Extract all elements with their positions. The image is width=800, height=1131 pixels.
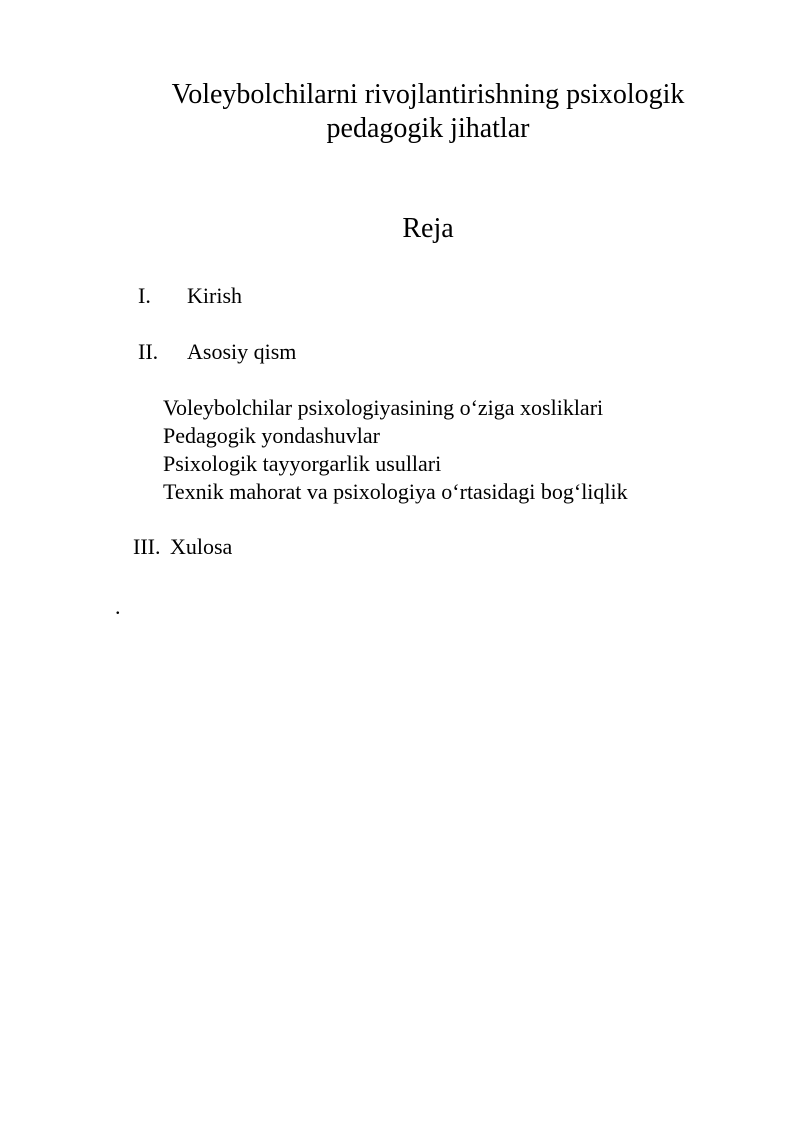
section-label-introduction: Kirish	[187, 283, 242, 308]
subitem-psychological-training: Psixologik tayyorgarlik usullari	[163, 451, 442, 476]
document-title-line-1: Voleybolchilarni rivojlantirishning psixologik	[171, 79, 685, 110]
section-numeral-2: II.	[138, 339, 159, 364]
section-label-conclusion: Xulosa	[170, 534, 233, 559]
document-title-line-2: pedagogik jihatlar	[326, 113, 530, 144]
stray-dot: .	[115, 594, 121, 619]
section-numeral-1: I.	[138, 283, 151, 308]
subitem-pedagogical-approaches: Pedagogik yondashuvlar	[163, 423, 380, 448]
section-label-main-part: Asosiy qism	[187, 339, 297, 364]
subitem-technique-psychology-link: Texnik mahorat va psixologiya o‘rtasidagi bog‘liqlik	[163, 479, 628, 504]
plan-heading: Reja	[402, 213, 454, 244]
subitem-volleyball-psychology: Voleybolchilar psixologiyasining o‘ziga xosliklari	[163, 395, 604, 420]
section-numeral-3: III.	[133, 534, 161, 559]
